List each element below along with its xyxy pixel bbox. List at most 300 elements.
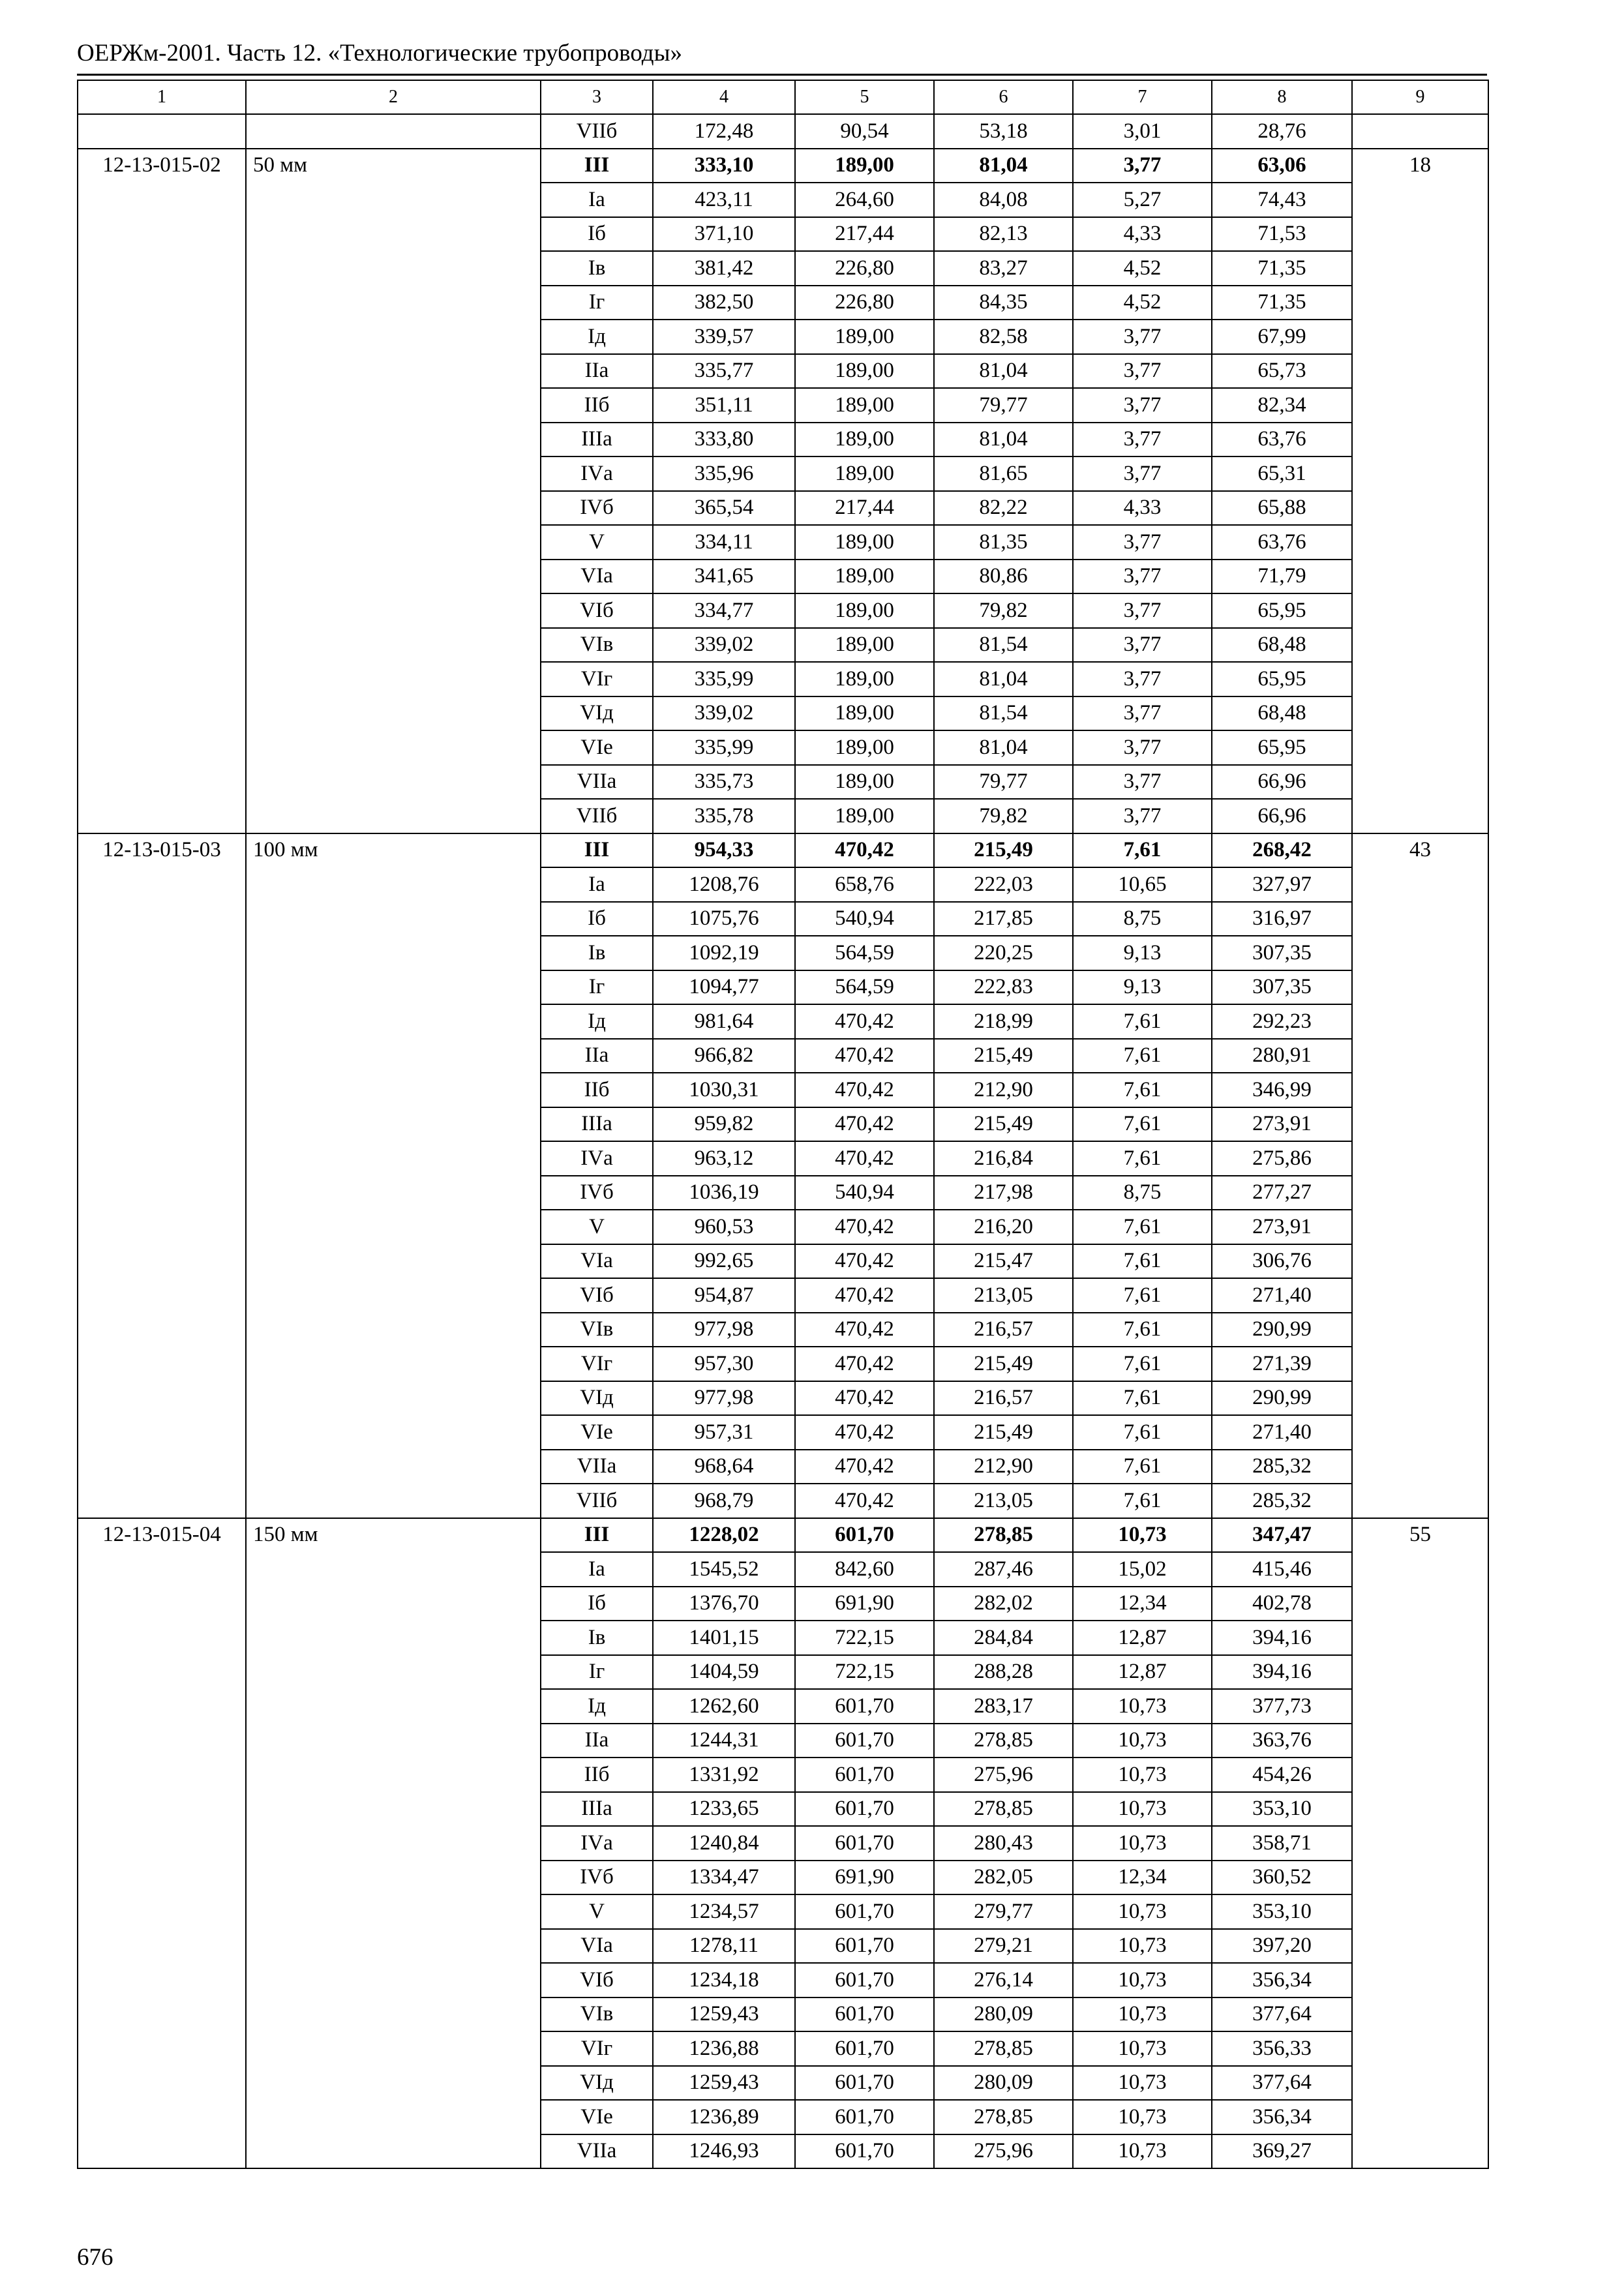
total-cost-cell: 1244,31 (653, 1724, 795, 1758)
total-cost-cell: 334,77 (653, 593, 795, 628)
total-cost-cell: 335,96 (653, 456, 795, 491)
work-condition-cell: VIа (541, 1929, 653, 1964)
wages-cell: 264,60 (795, 183, 934, 217)
total-cost-cell: 335,78 (653, 799, 795, 833)
work-condition-cell: Iа (541, 867, 653, 902)
machinist-wages-cell: 12,34 (1073, 1861, 1212, 1895)
table-row (78, 114, 1488, 149)
materials-cost-cell: 307,35 (1212, 970, 1352, 1005)
machinist-wages-cell: 3,77 (1073, 149, 1212, 183)
materials-cost-cell: 377,73 (1212, 1689, 1352, 1724)
work-condition-cell: IIа (541, 1724, 653, 1758)
materials-cost-cell: 74,43 (1212, 183, 1352, 217)
work-condition-cell: Iа (541, 1552, 653, 1587)
materials-cost-cell: 277,27 (1212, 1176, 1352, 1210)
materials-cost-cell: 273,91 (1212, 1107, 1352, 1142)
materials-cost-cell: 358,71 (1212, 1826, 1352, 1861)
machinist-wages-cell: 7,61 (1073, 1381, 1212, 1416)
work-condition-cell: VIг (541, 2031, 653, 2066)
total-cost-cell: 1094,77 (653, 970, 795, 1005)
work-condition-cell: Iг (541, 970, 653, 1005)
wages-cell: 189,00 (795, 799, 934, 833)
machine-cost-cell: 216,57 (934, 1313, 1073, 1347)
machinist-wages-cell: 15,02 (1073, 1552, 1212, 1587)
column-number: 2 (246, 80, 541, 114)
column-number: 9 (1352, 80, 1488, 114)
wages-cell: 470,42 (795, 1039, 934, 1073)
total-cost-cell: 1401,15 (653, 1621, 795, 1655)
wages-cell: 90,54 (795, 114, 934, 149)
machinist-wages-cell: 10,73 (1073, 2134, 1212, 2169)
work-condition-cell: IIб (541, 1073, 653, 1107)
rate-cell: 55 (1352, 1518, 1488, 2169)
wages-cell: 470,42 (795, 833, 934, 868)
machine-cost-cell: 215,47 (934, 1244, 1073, 1279)
machinist-wages-cell: 10,65 (1073, 867, 1212, 902)
wages-cell: 226,80 (795, 286, 934, 320)
machine-cost-cell: 218,99 (934, 1004, 1073, 1039)
machinist-wages-cell: 7,61 (1073, 1484, 1212, 1518)
column-number: 3 (541, 80, 653, 114)
total-cost-cell: 423,11 (653, 183, 795, 217)
work-condition-cell: VIIб (541, 114, 653, 149)
materials-cost-cell: 66,96 (1212, 799, 1352, 833)
total-cost-cell: 341,65 (653, 560, 795, 594)
total-cost-cell: 968,79 (653, 1484, 795, 1518)
code-cell (78, 114, 246, 149)
materials-cost-cell: 271,39 (1212, 1347, 1352, 1381)
table-row (78, 149, 1488, 183)
wages-cell: 189,00 (795, 525, 934, 560)
work-condition-cell: Iд (541, 1004, 653, 1039)
materials-cost-cell: 307,35 (1212, 936, 1352, 970)
materials-cost-cell: 353,10 (1212, 1894, 1352, 1929)
materials-cost-cell: 28,76 (1212, 114, 1352, 149)
total-cost-cell: 981,64 (653, 1004, 795, 1039)
total-cost-cell: 963,12 (653, 1141, 795, 1176)
machinist-wages-cell: 3,77 (1073, 354, 1212, 389)
machinist-wages-cell: 7,61 (1073, 1004, 1212, 1039)
machinist-wages-cell: 3,77 (1073, 320, 1212, 354)
materials-cost-cell: 65,95 (1212, 662, 1352, 696)
column-number-row (78, 80, 1488, 114)
total-cost-cell: 1092,19 (653, 936, 795, 970)
machinist-wages-cell: 3,77 (1073, 662, 1212, 696)
total-cost-cell: 333,80 (653, 423, 795, 457)
machine-cost-cell: 217,98 (934, 1176, 1073, 1210)
materials-cost-cell: 82,34 (1212, 388, 1352, 423)
machine-cost-cell: 79,77 (934, 765, 1073, 800)
machine-cost-cell: 284,84 (934, 1621, 1073, 1655)
total-cost-cell: 371,10 (653, 217, 795, 252)
total-cost-cell: 957,31 (653, 1415, 795, 1450)
total-cost-cell: 1404,59 (653, 1655, 795, 1690)
machine-cost-cell: 217,85 (934, 902, 1073, 936)
machine-cost-cell: 81,35 (934, 525, 1073, 560)
materials-cost-cell: 369,27 (1212, 2134, 1352, 2169)
machinist-wages-cell: 7,61 (1073, 1313, 1212, 1347)
machine-cost-cell: 282,05 (934, 1861, 1073, 1895)
work-condition-cell: VIIб (541, 1484, 653, 1518)
work-condition-cell: IVа (541, 1141, 653, 1176)
table-row (78, 1518, 1488, 1553)
total-cost-cell: 1246,93 (653, 2134, 795, 2169)
code-cell: 12-13-015-03 (78, 833, 246, 1518)
wages-cell: 189,00 (795, 730, 934, 765)
work-condition-cell: VIв (541, 628, 653, 663)
machinist-wages-cell: 3,77 (1073, 799, 1212, 833)
machine-cost-cell: 81,04 (934, 354, 1073, 389)
machinist-wages-cell: 3,77 (1073, 765, 1212, 800)
wages-cell: 470,42 (795, 1141, 934, 1176)
materials-cost-cell: 454,26 (1212, 1758, 1352, 1792)
total-cost-cell: 381,42 (653, 251, 795, 286)
total-cost-cell: 1208,76 (653, 867, 795, 902)
column-number: 6 (934, 80, 1073, 114)
machine-cost-cell: 82,22 (934, 491, 1073, 526)
work-condition-cell: IIб (541, 388, 653, 423)
total-cost-cell: 1234,57 (653, 1894, 795, 1929)
machine-cost-cell: 279,77 (934, 1894, 1073, 1929)
total-cost-cell: 1240,84 (653, 1826, 795, 1861)
machinist-wages-cell: 10,73 (1073, 2031, 1212, 2066)
total-cost-cell: 1278,11 (653, 1929, 795, 1964)
machinist-wages-cell: 9,13 (1073, 970, 1212, 1005)
wages-cell: 470,42 (795, 1381, 934, 1416)
machine-cost-cell: 216,57 (934, 1381, 1073, 1416)
materials-cost-cell: 360,52 (1212, 1861, 1352, 1895)
machine-cost-cell: 283,17 (934, 1689, 1073, 1724)
machinist-wages-cell: 7,61 (1073, 1073, 1212, 1107)
work-condition-cell: Iб (541, 1587, 653, 1621)
work-condition-cell: VIв (541, 1313, 653, 1347)
wages-cell: 540,94 (795, 902, 934, 936)
machinist-wages-cell: 3,77 (1073, 628, 1212, 663)
wages-cell: 226,80 (795, 251, 934, 286)
wages-cell: 601,70 (795, 1929, 934, 1964)
machine-cost-cell: 213,05 (934, 1484, 1073, 1518)
rate-cell: 18 (1352, 149, 1488, 833)
total-cost-cell: 365,54 (653, 491, 795, 526)
machine-cost-cell: 282,02 (934, 1587, 1073, 1621)
wages-cell: 470,42 (795, 1484, 934, 1518)
wages-cell: 470,42 (795, 1107, 934, 1142)
machine-cost-cell: 220,25 (934, 936, 1073, 970)
wages-cell: 189,00 (795, 560, 934, 594)
work-condition-cell: Iб (541, 902, 653, 936)
work-condition-cell: VIIа (541, 765, 653, 800)
machine-cost-cell: 215,49 (934, 1347, 1073, 1381)
machine-cost-cell: 280,43 (934, 1826, 1073, 1861)
machine-cost-cell: 276,14 (934, 1963, 1073, 1997)
machinist-wages-cell: 7,61 (1073, 1107, 1212, 1142)
total-cost-cell: 1331,92 (653, 1758, 795, 1792)
machinist-wages-cell: 7,61 (1073, 1210, 1212, 1244)
materials-cost-cell: 285,32 (1212, 1484, 1352, 1518)
machine-cost-cell: 212,90 (934, 1073, 1073, 1107)
materials-cost-cell: 415,46 (1212, 1552, 1352, 1587)
total-cost-cell: 1545,52 (653, 1552, 795, 1587)
total-cost-cell: 977,98 (653, 1381, 795, 1416)
machine-cost-cell: 278,85 (934, 1792, 1073, 1827)
total-cost-cell: 1259,43 (653, 1997, 795, 2032)
machine-cost-cell: 83,27 (934, 251, 1073, 286)
page-header-title: ОЕРЖм-2001. Часть 12. «Технологические трубопроводы» (77, 40, 682, 67)
machine-cost-cell: 215,49 (934, 1107, 1073, 1142)
machinist-wages-cell: 7,61 (1073, 1450, 1212, 1484)
total-cost-cell: 1075,76 (653, 902, 795, 936)
wages-cell: 601,70 (795, 1518, 934, 1553)
machine-cost-cell: 81,04 (934, 662, 1073, 696)
machine-cost-cell: 222,03 (934, 867, 1073, 902)
wages-cell: 189,00 (795, 423, 934, 457)
wages-cell: 470,42 (795, 1210, 934, 1244)
work-condition-cell: Iг (541, 1655, 653, 1690)
machinist-wages-cell: 7,61 (1073, 1141, 1212, 1176)
materials-cost-cell: 68,48 (1212, 696, 1352, 731)
materials-cost-cell: 402,78 (1212, 1587, 1352, 1621)
work-condition-cell: V (541, 1894, 653, 1929)
work-condition-cell: V (541, 1210, 653, 1244)
materials-cost-cell: 271,40 (1212, 1278, 1352, 1313)
machinist-wages-cell: 3,77 (1073, 593, 1212, 628)
machine-cost-cell: 84,35 (934, 286, 1073, 320)
machinist-wages-cell: 8,75 (1073, 902, 1212, 936)
total-cost-cell: 1228,02 (653, 1518, 795, 1553)
work-condition-cell: Iд (541, 320, 653, 354)
materials-cost-cell: 353,10 (1212, 1792, 1352, 1827)
machine-cost-cell: 275,96 (934, 2134, 1073, 2169)
machine-cost-cell: 278,85 (934, 1518, 1073, 1553)
machine-cost-cell: 278,85 (934, 2031, 1073, 2066)
machinist-wages-cell: 3,77 (1073, 525, 1212, 560)
rates-table (77, 80, 1489, 2169)
total-cost-cell: 335,73 (653, 765, 795, 800)
total-cost-cell: 1334,47 (653, 1861, 795, 1895)
wages-cell: 722,15 (795, 1621, 934, 1655)
machine-cost-cell: 81,04 (934, 423, 1073, 457)
total-cost-cell: 334,11 (653, 525, 795, 560)
machine-cost-cell: 53,18 (934, 114, 1073, 149)
work-condition-cell: IIIа (541, 1107, 653, 1142)
machinist-wages-cell: 3,77 (1073, 456, 1212, 491)
work-condition-cell: VIIб (541, 799, 653, 833)
materials-cost-cell: 316,97 (1212, 902, 1352, 936)
total-cost-cell: 333,10 (653, 149, 795, 183)
machinist-wages-cell: 4,52 (1073, 251, 1212, 286)
materials-cost-cell: 346,99 (1212, 1073, 1352, 1107)
machine-cost-cell: 82,58 (934, 320, 1073, 354)
machine-cost-cell: 79,82 (934, 593, 1073, 628)
total-cost-cell: 1030,31 (653, 1073, 795, 1107)
wages-cell: 470,42 (795, 1278, 934, 1313)
machinist-wages-cell: 10,73 (1073, 2066, 1212, 2101)
total-cost-cell: 966,82 (653, 1039, 795, 1073)
machine-cost-cell: 280,09 (934, 1997, 1073, 2032)
machine-cost-cell: 80,86 (934, 560, 1073, 594)
materials-cost-cell: 65,95 (1212, 593, 1352, 628)
work-condition-cell: VIд (541, 696, 653, 731)
machine-cost-cell: 213,05 (934, 1278, 1073, 1313)
materials-cost-cell: 275,86 (1212, 1141, 1352, 1176)
machinist-wages-cell: 3,77 (1073, 560, 1212, 594)
machinist-wages-cell: 3,77 (1073, 696, 1212, 731)
work-condition-cell: Iд (541, 1689, 653, 1724)
wages-cell: 601,70 (795, 1826, 934, 1861)
machine-cost-cell: 215,49 (934, 1039, 1073, 1073)
materials-cost-cell: 306,76 (1212, 1244, 1352, 1279)
machinist-wages-cell: 12,87 (1073, 1655, 1212, 1690)
work-condition-cell: VIа (541, 560, 653, 594)
machinist-wages-cell: 3,77 (1073, 388, 1212, 423)
machinist-wages-cell: 9,13 (1073, 936, 1212, 970)
total-cost-cell: 1233,65 (653, 1792, 795, 1827)
machinist-wages-cell: 4,52 (1073, 286, 1212, 320)
wages-cell: 601,70 (795, 1997, 934, 2032)
materials-cost-cell: 356,33 (1212, 2031, 1352, 2066)
work-condition-cell: VIIа (541, 2134, 653, 2169)
wages-cell: 601,70 (795, 1894, 934, 1929)
materials-cost-cell: 65,73 (1212, 354, 1352, 389)
wages-cell: 189,00 (795, 696, 934, 731)
diameter-cell: 150 мм (246, 1518, 541, 2169)
work-condition-cell: IVа (541, 456, 653, 491)
work-condition-cell: VIд (541, 2066, 653, 2101)
machine-cost-cell: 275,96 (934, 1758, 1073, 1792)
machine-cost-cell: 278,85 (934, 2100, 1073, 2134)
materials-cost-cell: 271,40 (1212, 1415, 1352, 1450)
work-condition-cell: IVб (541, 491, 653, 526)
column-number: 8 (1212, 80, 1352, 114)
wages-cell: 189,00 (795, 765, 934, 800)
total-cost-cell: 954,87 (653, 1278, 795, 1313)
wages-cell: 540,94 (795, 1176, 934, 1210)
work-condition-cell: III (541, 1518, 653, 1553)
work-condition-cell: VIб (541, 1278, 653, 1313)
machine-cost-cell: 215,49 (934, 833, 1073, 868)
materials-cost-cell: 363,76 (1212, 1724, 1352, 1758)
machine-cost-cell: 287,46 (934, 1552, 1073, 1587)
wages-cell: 601,70 (795, 2134, 934, 2169)
materials-cost-cell: 63,06 (1212, 149, 1352, 183)
materials-cost-cell: 71,79 (1212, 560, 1352, 594)
diameter-cell: 50 мм (246, 149, 541, 833)
total-cost-cell: 1262,60 (653, 1689, 795, 1724)
machinist-wages-cell: 7,61 (1073, 1278, 1212, 1313)
machinist-wages-cell: 10,73 (1073, 1518, 1212, 1553)
wages-cell: 601,70 (795, 1963, 934, 1997)
machinist-wages-cell: 3,01 (1073, 114, 1212, 149)
machinist-wages-cell: 12,34 (1073, 1587, 1212, 1621)
machinist-wages-cell: 8,75 (1073, 1176, 1212, 1210)
materials-cost-cell: 356,34 (1212, 2100, 1352, 2134)
machine-cost-cell: 288,28 (934, 1655, 1073, 1690)
total-cost-cell: 172,48 (653, 114, 795, 149)
work-condition-cell: Iв (541, 1621, 653, 1655)
machinist-wages-cell: 4,33 (1073, 491, 1212, 526)
materials-cost-cell: 63,76 (1212, 525, 1352, 560)
materials-cost-cell: 394,16 (1212, 1621, 1352, 1655)
wages-cell: 189,00 (795, 149, 934, 183)
work-condition-cell: IIб (541, 1758, 653, 1792)
wages-cell: 189,00 (795, 593, 934, 628)
total-cost-cell: 339,02 (653, 628, 795, 663)
materials-cost-cell: 65,31 (1212, 456, 1352, 491)
total-cost-cell: 959,82 (653, 1107, 795, 1142)
work-condition-cell: Iв (541, 936, 653, 970)
machinist-wages-cell: 7,61 (1073, 1415, 1212, 1450)
materials-cost-cell: 273,91 (1212, 1210, 1352, 1244)
work-condition-cell: IIа (541, 354, 653, 389)
machine-cost-cell: 215,49 (934, 1415, 1073, 1450)
wages-cell: 601,70 (795, 2031, 934, 2066)
rate-cell: 43 (1352, 833, 1488, 1518)
machinist-wages-cell: 4,33 (1073, 217, 1212, 252)
wages-cell: 189,00 (795, 320, 934, 354)
wages-cell: 564,59 (795, 970, 934, 1005)
wages-cell: 601,70 (795, 1758, 934, 1792)
wages-cell: 658,76 (795, 867, 934, 902)
work-condition-cell: IIа (541, 1039, 653, 1073)
wages-cell: 601,70 (795, 1792, 934, 1827)
wages-cell: 470,42 (795, 1004, 934, 1039)
materials-cost-cell: 327,97 (1212, 867, 1352, 902)
wages-cell: 470,42 (795, 1347, 934, 1381)
work-condition-cell: III (541, 833, 653, 868)
machine-cost-cell: 81,04 (934, 149, 1073, 183)
work-condition-cell: VIд (541, 1381, 653, 1416)
work-condition-cell: IIIа (541, 1792, 653, 1827)
work-condition-cell: Iв (541, 251, 653, 286)
machine-cost-cell: 216,84 (934, 1141, 1073, 1176)
total-cost-cell: 335,99 (653, 662, 795, 696)
wages-cell: 470,42 (795, 1244, 934, 1279)
wages-cell: 564,59 (795, 936, 934, 970)
work-condition-cell: IVб (541, 1176, 653, 1210)
work-condition-cell: IVб (541, 1861, 653, 1895)
materials-cost-cell: 397,20 (1212, 1929, 1352, 1964)
wages-cell: 842,60 (795, 1552, 934, 1587)
materials-cost-cell: 68,48 (1212, 628, 1352, 663)
total-cost-cell: 968,64 (653, 1450, 795, 1484)
work-condition-cell: V (541, 525, 653, 560)
machinist-wages-cell: 7,61 (1073, 1244, 1212, 1279)
machine-cost-cell: 82,13 (934, 217, 1073, 252)
wages-cell: 722,15 (795, 1655, 934, 1690)
machine-cost-cell: 81,54 (934, 696, 1073, 731)
work-condition-cell: VIа (541, 1244, 653, 1279)
page-number: 676 (77, 2244, 113, 2271)
machinist-wages-cell: 10,73 (1073, 1724, 1212, 1758)
total-cost-cell: 1236,89 (653, 2100, 795, 2134)
total-cost-cell: 960,53 (653, 1210, 795, 1244)
materials-cost-cell: 280,91 (1212, 1039, 1352, 1073)
wages-cell: 470,42 (795, 1073, 934, 1107)
table-row (78, 833, 1488, 868)
work-condition-cell: III (541, 149, 653, 183)
work-condition-cell: VIе (541, 2100, 653, 2134)
rate-cell (1352, 114, 1488, 149)
machinist-wages-cell: 7,61 (1073, 833, 1212, 868)
work-condition-cell: VIе (541, 730, 653, 765)
column-number: 1 (78, 80, 246, 114)
machine-cost-cell: 279,21 (934, 1929, 1073, 1964)
total-cost-cell: 339,02 (653, 696, 795, 731)
total-cost-cell: 1234,18 (653, 1963, 795, 1997)
machine-cost-cell: 212,90 (934, 1450, 1073, 1484)
work-condition-cell: Iб (541, 217, 653, 252)
wages-cell: 189,00 (795, 388, 934, 423)
